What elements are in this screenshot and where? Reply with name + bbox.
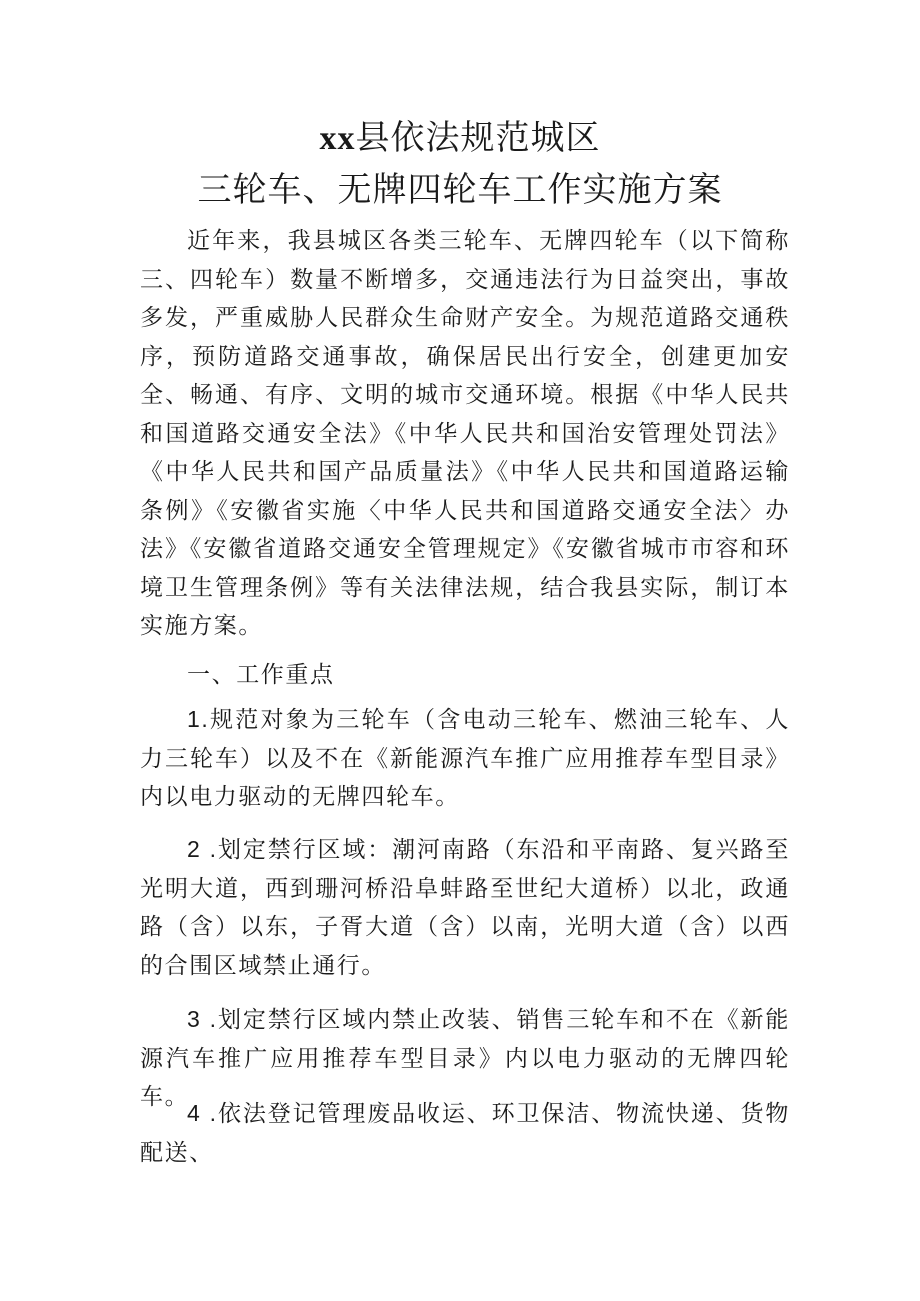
item-number: 2 .	[187, 836, 218, 862]
document-title-line-1	[0, 118, 920, 159]
list-item-1	[140, 700, 790, 817]
document-title-line-2: 三轮车、无牌四轮车工作实施方案	[197, 170, 723, 210]
list-item-4	[140, 1094, 790, 1172]
item-text: 规范对象为三轮车（含电动三轮车、燃油三轮车、人力三轮车）以及不在《新能源汽车推广应用推荐车型目录》内以电力驱动的无牌四轮车。	[140, 707, 790, 810]
item-text: 依法登记管理废品收运、环卫保洁、物流快递、货物配送、	[140, 1101, 790, 1166]
item-text: 划定禁行区域内禁止改装、销售三轮车和不在《新能源汽车推广应用推荐车型目录》内以电力驱动的无牌四轮车。	[140, 1007, 790, 1110]
intro-paragraph: 近年来，我县城区各类三轮车、无牌四轮车（以下简称三、四轮车）数量不断增多，交通违法行为日益突出，事故多发，严重威胁人民群众生命财产安全。为规范道路交通秩序，预防道路交通事故，确保居民出行安全，创建更加安全、畅通、有序、文明的城市交通环境。根据《中华人民共和国道路交通安全法》《中华人民共和国治安管理处罚法》《中华人民共和国产品质量法》《中华人民共和国道路运输条例》《安徽省实施〈中华人民共和国道路交通安全法〉办法》《安徽省道路交通安全管理规定》《安徽省城市市容和环境卫生管理条例》等有关法律法规，结合我县实际，制订本实施方案。	[140, 228, 790, 639]
item-number: 3 .	[187, 1006, 218, 1032]
title-prefix: xx	[319, 120, 356, 157]
item-text: 划定禁行区域：潮河南路（东沿和平南路、复兴路至光明大道，西到珊河桥沿阜蚌路至世纪大道桥）以北，政通路（含）以东，子胥大道（含）以南，光明大道（含）以西的合围区域禁止通行。	[140, 837, 790, 979]
item-number: 4 .	[187, 1100, 218, 1126]
item-number: 1.	[187, 706, 210, 732]
section-heading: 一、工作重点	[187, 662, 335, 688]
list-item-2	[140, 830, 790, 985]
title-line-1-text: 县依法规范城区	[355, 118, 601, 158]
